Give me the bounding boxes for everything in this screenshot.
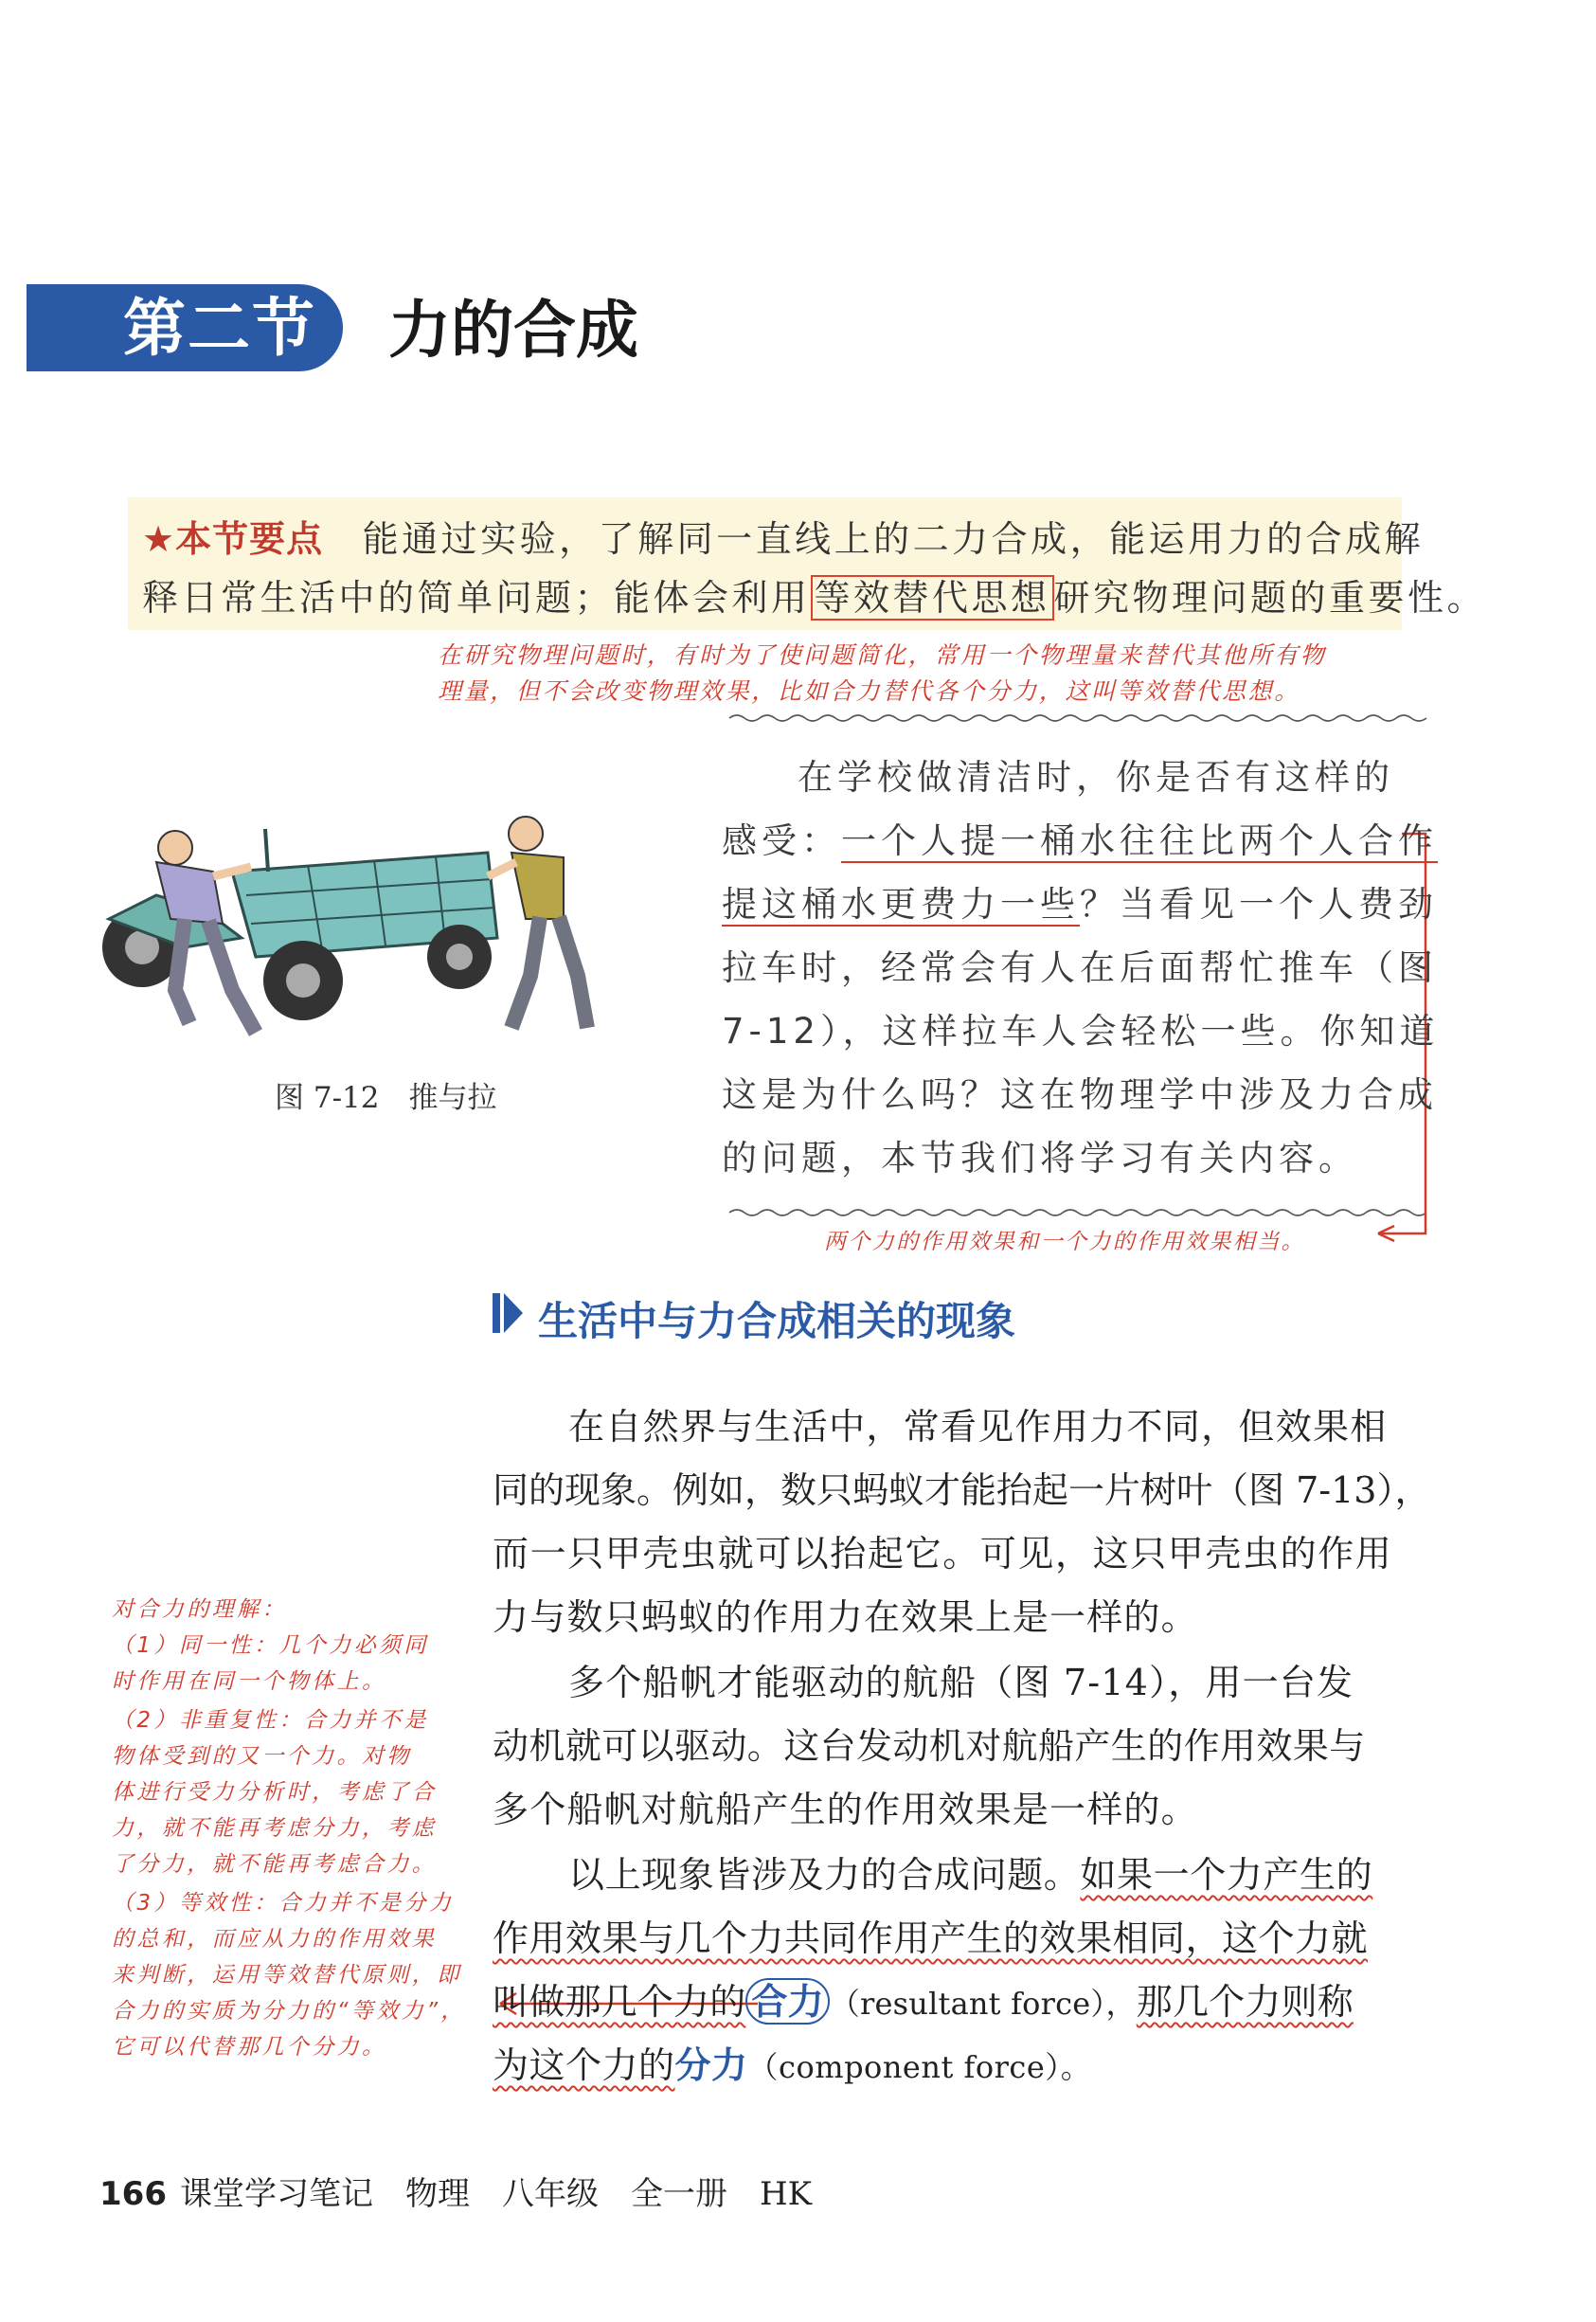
push-pull-illustration xyxy=(90,805,658,1056)
side-note-line: 合力的实质为分力的“等效力”， xyxy=(112,1999,466,2024)
intro-line-3 xyxy=(722,875,1438,927)
definition-wavy-5: 为这个力的 xyxy=(493,2044,675,2086)
key-concept-highlight: 等效替代思想 xyxy=(811,575,1054,621)
side-note-line: 来判断，运用等效替代原则，即 xyxy=(112,1963,462,1988)
side-note-line: 力，就不能再考虑分力，考虑 xyxy=(112,1816,438,1841)
side-note-line: （1）同一性：几个力必须同 xyxy=(112,1633,429,1658)
body-p1-line-2: 同的现象。例如，数只蚂蚁才能抬起一片树叶（图 7-13）， xyxy=(493,1469,1431,1511)
subheading-bullet-icon xyxy=(493,1293,523,1333)
body-p2-line-3: 多个船帆对航船产生的作用效果是一样的。 xyxy=(493,1789,1198,1830)
section-title: 力的合成 xyxy=(388,293,638,367)
definition-wavy-3: 叫做那几个力的 xyxy=(493,1981,746,2023)
intro-line-7: 的问题，本节我们将学习有关内容。 xyxy=(722,1138,1358,1179)
term-component-force-en: （component force）。 xyxy=(747,2049,1092,2085)
side-note-line: 它可以代替那几个分力。 xyxy=(112,2035,387,2060)
body-p3-l1-pre: 以上现象皆涉及力的合成问题。 xyxy=(568,1854,1081,1896)
side-note-line: （2）非重复性：合力并不是 xyxy=(112,1708,429,1733)
intro-line-4: 拉车时，经常会有人在后面帮忙推车（图 xyxy=(722,947,1438,988)
key-points-text-2a: 释日常生活中的简单问题；能体会利用 xyxy=(142,577,811,619)
footer-text: 课堂学习笔记 物理 八年级 全一册 HK xyxy=(179,2175,813,2213)
body-p3-line-4 xyxy=(493,2036,1091,2088)
term-resultant-force: 合力 xyxy=(745,1978,829,2025)
wavy-rule-top xyxy=(729,715,1426,721)
term-component-force: 分力 xyxy=(674,2043,748,2086)
key-points-text-2b: 研究物理问题的重要性。 xyxy=(1053,577,1487,619)
body-p3-line-1 xyxy=(568,1845,1372,1898)
body-p1-line-4: 力与数只蚂蚁的作用力在效果上是一样的。 xyxy=(493,1596,1198,1638)
definition-wavy-4: 那几个力则称 xyxy=(1136,1981,1354,2023)
body-p1-line-1: 在自然界与生活中，常看见作用力不同，但效果相 xyxy=(568,1406,1388,1448)
key-points-text-1: 能通过实验，了解同一直线上的二力合成，能运用力的合成解 xyxy=(362,518,1425,560)
intro-line-2 xyxy=(722,812,1438,863)
intro-line-1: 在学校做清洁时，你是否有这样的 xyxy=(798,757,1394,798)
page-footer xyxy=(99,2168,812,2214)
intro-underlined-2: 提这桶水更费力一些 xyxy=(722,884,1080,925)
handwritten-note-2: 两个力的作用效果和一个力的作用效果相当。 xyxy=(824,1230,1305,1254)
key-points-label: ★本节要点 xyxy=(142,518,324,560)
handwritten-note-1-line-2: 理量，但不会改变物理效果，比如合力替代各个分力，这叫等效替代思想。 xyxy=(438,677,1300,705)
intro-line-5: 7-12），这样拉车人会轻松一些。你知道 xyxy=(722,1011,1440,1052)
term-resultant-force-en: （resultant force）， xyxy=(829,1986,1137,2022)
side-note-line: 时作用在同一个物体上。 xyxy=(112,1669,387,1694)
intro-underlined-1: 一个人提一桶水往往比两个人合作 xyxy=(841,820,1438,861)
body-p2-line-1: 多个船帆才能驱动的航船（图 7-14），用一台发 xyxy=(568,1662,1354,1703)
figure-caption: 图 7-12 推与拉 xyxy=(275,1081,497,1115)
body-p2-line-2: 动机就可以驱动。这台发动机对航船产生的作用效果与 xyxy=(493,1725,1366,1767)
side-note-line: （3）等效性：合力并不是分力 xyxy=(112,1891,455,1916)
side-note-line: 的总和，而应从力的作用效果 xyxy=(112,1927,438,1952)
definition-wavy-1: 如果一个力产生的 xyxy=(1080,1854,1373,1896)
wavy-rule-bottom xyxy=(729,1210,1426,1215)
intro-line-3-rest: ？当看见一个人费劲 xyxy=(1080,884,1438,925)
side-note-line: 体进行受力分析时，考虑了合 xyxy=(112,1780,438,1805)
side-note-line: 对合力的理解： xyxy=(112,1597,287,1622)
intro-line-2-pre: 感受： xyxy=(722,820,841,861)
intro-line-6: 这是为什么吗？这在物理学中涉及力合成 xyxy=(722,1074,1438,1115)
side-note-line: 物体受到的又一个力。对物 xyxy=(112,1744,412,1769)
body-p3-line-2 xyxy=(493,1909,1368,1961)
section-number: 第二节 xyxy=(123,291,316,365)
subheading: 生活中与力合成相关的现象 xyxy=(538,1298,1016,1344)
body-p3-line-3 xyxy=(493,1972,1354,2025)
page-number: 166 xyxy=(99,2175,167,2213)
body-p1-line-3: 而一只甲壳虫就可以抬起它。可见，这只甲壳虫的作用 xyxy=(493,1533,1393,1575)
handwritten-note-1-line-1: 在研究物理问题时，有时为了使问题简化，常用一个物理量来替代其他所有物 xyxy=(438,641,1327,669)
definition-wavy-2: 作用效果与几个力共同作用产生的效果相同，这个力就 xyxy=(493,1917,1369,1959)
side-note-line: 了分力，就不能再考虑合力。 xyxy=(112,1852,438,1877)
